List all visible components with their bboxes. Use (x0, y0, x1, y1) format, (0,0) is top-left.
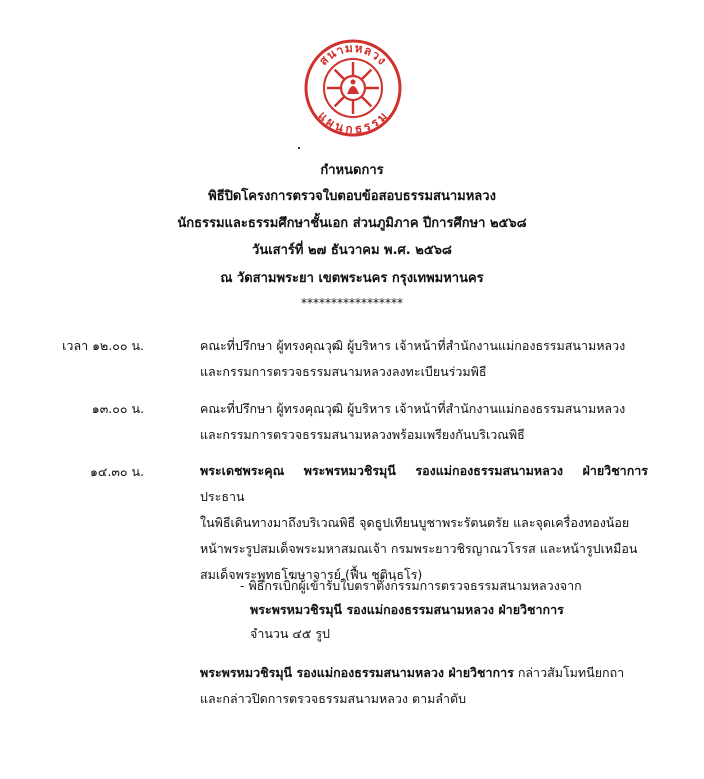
schedule-line: คณะที่ปรึกษา ผู้ทรงคุณวุฒิ ผู้บริหาร เจ้าหน้าที่สำนักงานแม่กองธรรมสนามหลวง (200, 338, 626, 353)
sanam-luang-logo (303, 38, 403, 138)
schedule-line: และกรรมการตรวจธรรมสนามหลวงพร้อมเพรียงกันบริเวณพิธี (200, 427, 525, 442)
schedule-item (200, 396, 648, 448)
presiding-monk: พระเดชพระคุณ พระพรหมวชิรมุนี รองแม่กองธรรมสนามหลวง ฝ่ายวิชาการ (200, 463, 648, 478)
doc-title: กำหนดการ (320, 163, 384, 178)
closing-item (200, 660, 648, 712)
schedule-line (200, 458, 648, 510)
schedule-item (200, 458, 648, 588)
sub-item (240, 574, 650, 646)
schedule-line: และกรรมการตรวจธรรมสนามหลวงลงทะเบียนร่วมพิธี (200, 364, 487, 379)
sub-line: จำนวน ๔๕ รูป (250, 626, 330, 641)
stray-dot (298, 147, 300, 149)
schedule-line: คณะที่ปรึกษา ผู้ทรงคุณวุฒิ ผู้บริหาร เจ้าหน้าที่สำนักงานแม่กองธรรมสนามหลวง (200, 401, 626, 416)
closing-line: และกล่าวปิดการตรวจธรรมสนามหลวง ตามลำดับ (200, 691, 467, 706)
schedule-line: สมเด็จพระพุทธโฆษาจารย์ (ฟื้น ชุตินฺธโร) (200, 567, 423, 582)
closing-line (200, 660, 648, 686)
closing-text: กล่าวสัมโมทนียกถา (513, 665, 625, 680)
schedule-item (200, 333, 648, 385)
schedule-time: เวลา ๑๒.๐๐ น. (62, 338, 144, 353)
doc-heading-line3: วันเสาร์ที่ ๒๗ ธันวาคม พ.ศ. ๒๕๖๘ (252, 243, 452, 258)
doc-heading-line1: พิธีปิดโครงการตรวจใบตอบข้อสอบธรรมสนามหลวง (208, 189, 496, 204)
logo-top-text: สนามหลวง (316, 40, 390, 69)
closing-monk: พระพรหมวชิรมุนี รองแม่กองธรรมสนามหลวง ฝ่ายวิชาการ (200, 665, 514, 680)
sub-line-bold: พระพรหมวชิรมุนี รองแม่กองธรรมสนามหลวง ฝ่ายวิชาการ (250, 602, 564, 617)
logo-bottom-text: แผนกธรรม (315, 108, 391, 137)
schedule-line: ในพิธีเดินทางมาถึงบริเวณพิธี จุดธูปเทียนบูชาพระรัตนตรัย และจุดเครื่องทองน้อย (200, 515, 630, 530)
separator: ***************** (301, 296, 403, 310)
sub-line: - พิธีกรเบิกผู้เข้ารับใบตราตั้งกรรมการตรวจธรรมสนามหลวงจาก (240, 578, 582, 593)
doc-heading-line4: ณ วัดสามพระยา เขตพระนคร กรุงเทพมหานคร (220, 271, 484, 286)
schedule-time: ๑๓.๐๐ น. (91, 401, 144, 416)
sub-line (240, 598, 650, 622)
schedule-time: ๑๔.๓๐ น. (89, 464, 144, 479)
role-text: ประธาน (200, 489, 245, 504)
schedule-line: หน้าพระรูปสมเด็จพระมหาสมณเจ้า กรมพระยาวชิรญาณวโรรส และหน้ารูปเหมือน (200, 541, 638, 556)
doc-heading-line2: นักธรรมและธรรมศึกษาชั้นเอก ส่วนภูมิภาค ปีการศึกษา ๒๕๖๘ (177, 216, 527, 231)
